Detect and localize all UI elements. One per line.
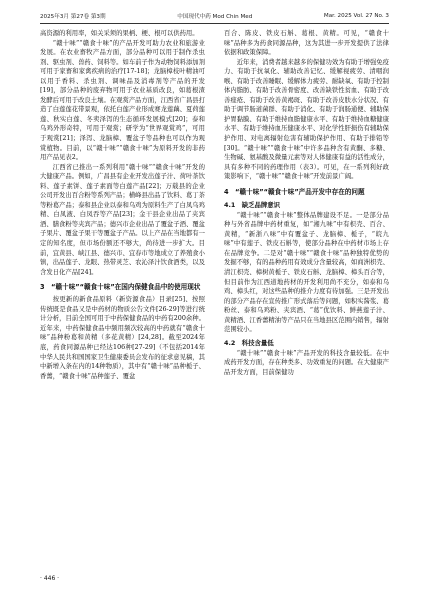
page-number: · 446 · — [40, 575, 60, 582]
paragraph: 江西省已推出一系列利用“赣十味”“赣食十味”开发的大健康产品。例如，广昌县有企业开发出莲子汁、荷叶茶饮料、莲子素饼、莲子素面等白莲产品[22]；万载县的企业公司开发出百合粉等系列产品；横峰县出品了饮料、葛丁茶等粉葛产品；泰和县企业以泰和乌鸡为原料生产了白凤乌鸡精、白凤液、白凤吞等产品[23]；金干县企业出品了夹宾酒、膳食粉等夹宾产品；德兴市企业出品了覆盆子酒、覆盆子果片、覆盆子果干等覆盆子产品。以上产品在当地都有一定的知名度，但市场份额还不够大，尚待进一步扩大。目前，宜黄县、峡江县、德兴市、宜春市等地成立了养殖食小镇，出品莲子、龙眼、热带灵芝、农沁泽汁饮食酒类，以及含发日化产品[24]。 — [40, 163, 205, 276]
header-volume: Mar. 2025 Vol. 27 No. 3 — [323, 13, 389, 19]
section-heading: 4 “赣十味”“赣食十味”产品开发中存在的问题 — [224, 187, 365, 196]
paragraph: 高资源的利用率，如关采须的果柄、梗、根可以供药用。 — [40, 30, 199, 37]
running-header — [40, 10, 389, 22]
section-heading: 3 “赣十味”“赣食十味”在国内保健食品中的使用现状 — [40, 283, 201, 292]
paragraph: 按更新的新食品原料（新资源食品）目录[25]、按照传统既是食品又是中药材的物质公告文件[26-29]等进行统计分析，目前全国可用于中药保健食品的中药有200余种。近年来，中药保健食品中频用频次较高的中药就有“赣食十味”品种粉葛和黄精（多花黄精）[24,28]。截至2024年底，药食同源品种已经达106种[27-29]（不包括2014年中华人民共和国国家卫生健康委员会发布的征求意见稿，其中新增入条在内的14种物质），其中有“赣十味”品种栀子、香薷，“赣食十味”品种莲子、覆盆 — [40, 296, 205, 380]
paragraph: “赣十味”“赣食十味”的产品开发可助力农业和旅游业发展。在农业畜牧产品方面，部分品种可以用于制作杀虫剂、驱虫剂、兽药、饲料等。如车前子作为动物饲料添加剂可用于家畜和家禽疾病的治疗[17-18]；龙脑樟枝叶精油可以用于香料、杀虫剂、调味品及消毒剂等产品的开发[19]，部分品种的废弃物可用于农业基质改良，如葛根渣发酵后可用于改良土壤。在观赏产品方面，江西省广昌县打造了白莲莲花带景观，依托白莲产业形成赛龙莲藕、夏荷莲莲、秋实白莲、冬卖泽泻的生态循环发展模式[20]；泰和乌鸡外形奇特，可用于观赏；研学为“世界观赏鸡”，可用于观赏[21]；泽泻、龙脑樟、覆盆子等品种也可以作为观赏植物。目前，以“赣十味”“赣食十味”为原料开发的非药用产品见表2。 — [40, 39, 205, 162]
header-issue: 2025年3月 第27卷 第3期 — [40, 14, 106, 20]
paragraph: 近年来，消费者越来越多的保健功效为有助于增强免疫力、有助于抗氧化、辅助改善记忆、缓解视疲劳、清咽润喉、有助于改善睡眠、缓解体力疲劳、耐缺氧、有助于控制体内脂肪、有助于改善骨密度、改善缺铁性贫血、有助于改善痤疮、有助于改善黄褐斑、有助于改善皮肤水分状况、有助于调节肠道菌群、有助于消化、有助于润肠通便、辅助保护胃黏膜、有助于维持血脂健康水平、有助于维持血糖健康水平、有助于维持血压健康水平、对化学性肝损伤有辅助保护作用、对电离辐射危害有辅助保护作用、有助于排铅等[30]。“赣十味”“赣食十味”中许多品种含有黄酮、多糖、生物碱、氨基酸及微量元素等对人体健康有益的活性成分，具有多种不同的药理作用（表3）。可见，在一系列利好政策影响下，“赣十味”“赣食十味”开发前景广阔。 — [224, 58, 389, 181]
paragraph: “赣十味”“赣食十味”产品开发的科技含量较低。在中成药开发方面，存在种类多、功效重复的问题。在大健康产品开发方面，目前保健功 — [224, 349, 389, 376]
header-journal: 中国现代中药 Mod Chin Med — [177, 14, 253, 20]
paragraph: 百合、陈皮、铁皮石斛、葛根、黄精。可见，“赣食十味”品种多为药食同源品种，这为其进一步开发提供了法律依据和政策保障。 — [224, 30, 389, 57]
paragraph: “赣十味”“赣食十味”整体品牌建设不足。一是部分品种与外省品牌中药材重复，如“湘九味”中有枳壳、百合、黄精，“新浙八味”中有覆盆子、龙脑樟、栀子，“皖九味”中有莲子、铁皮石斛等，使部分品种在中药材市场上存在品牌竞争。二是对“赣十味”“赣食十味”品种独特优势的发掘不够，有的品种药用有效成分含量较高，如商洲枳壳、清江枳壳、樟树黄栀子、铁皮石斛、龙脑樟、樟头百合等，但目前作为江西道地药材的开发利用尚不充分，如泰和乌鸡、樟头红，对这些品种的推介力度有待加强。三是开发出的部分产品存在宣传推广形式落后等问题，如积实酱浆、葛粉丝、泰和乌鸡粉、夹宾酒、“葛”优饮料、鲜燕莲子汁、黄精酒、江香薷精油等产品只在当地县区范围内销售，辐射范围较小。 — [224, 211, 389, 334]
subsection-heading: 4.2 科技含量低 — [224, 338, 274, 347]
subsection-heading: 4.1 缺乏品牌意识 — [224, 200, 281, 209]
header-divider — [40, 23, 389, 24]
right-column — [224, 29, 389, 378]
left-column — [40, 29, 205, 381]
